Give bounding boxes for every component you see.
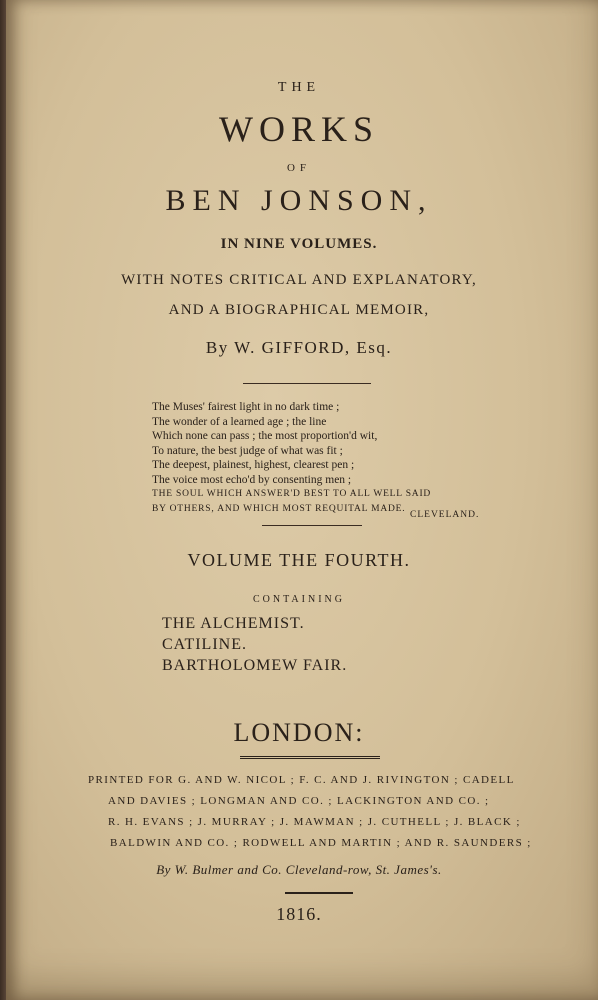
epigraph-line: BY OTHERS, AND WHICH MOST REQUITAL MADE. bbox=[152, 503, 406, 514]
containing-label: CONTAINING bbox=[253, 594, 345, 605]
play-title: THE ALCHEMIST. bbox=[162, 615, 305, 632]
publication-city: LONDON: bbox=[233, 718, 365, 747]
notes-line: WITH NOTES CRITICAL AND EXPLANATORY, bbox=[121, 272, 477, 288]
volume-label: VOLUME THE FOURTH. bbox=[187, 550, 411, 570]
printers-list bbox=[88, 770, 532, 854]
title-of: OF bbox=[286, 162, 312, 174]
volume-count: IN NINE VOLUMES. bbox=[220, 236, 378, 252]
epigraph-line: The voice most echo'd by consenting men ; bbox=[152, 473, 352, 486]
printers-line: AND DAVIES ; LONGMAN AND CO. ; LACKINGTON AND CO. ; bbox=[108, 795, 490, 807]
memoir-line: AND A BIOGRAPHICAL MEMOIR, bbox=[168, 302, 430, 318]
epigraph-line: THE SOUL WHICH ANSWER'D BEST TO ALL WELL SAID bbox=[152, 489, 432, 499]
editor-line: By W. GIFFORD, Esq. bbox=[205, 338, 393, 357]
imprint-line: By W. Bulmer and Co. Cleveland-row, St. James's. bbox=[156, 862, 442, 877]
title-article: THE bbox=[277, 80, 321, 95]
contents-list bbox=[162, 613, 347, 676]
divider-rule bbox=[243, 383, 371, 384]
epigraph-line: Which none can pass ; the most proportion'd wit, bbox=[152, 430, 378, 442]
play-title: BARTHOLOMEW FAIR. bbox=[162, 657, 348, 674]
author-name: BEN JONSON, bbox=[165, 184, 433, 217]
play-title: CATILINE. bbox=[162, 636, 247, 653]
epigraph-line: The Muses' fairest light in no dark time ; bbox=[152, 401, 340, 413]
epigraph-line: To nature, the best judge of what was fit ; bbox=[152, 444, 343, 457]
divider-rule bbox=[262, 525, 362, 526]
printers-line: PRINTED FOR G. AND W. NICOL ; F. C. AND J. RIVINGTON ; CADELL bbox=[88, 774, 515, 786]
title-works: WORKS bbox=[218, 109, 379, 149]
epigraph-line: The deepest, plainest, highest, clearest pen ; bbox=[152, 459, 355, 471]
epigraph-attribution: CLEVELAND. bbox=[410, 510, 480, 520]
publication-year: 1816. bbox=[276, 904, 322, 924]
double-rule bbox=[240, 756, 380, 761]
printers-line: BALDWIN AND CO. ; RODWELL AND MARTIN ; AND R. SAUNDERS ; bbox=[110, 837, 532, 849]
printers-line: R. H. EVANS ; J. MURRAY ; J. MAWMAN ; J. CUTHELL ; J. BLACK ; bbox=[108, 816, 521, 828]
epigraph-line: The wonder of a learned age ; the line bbox=[152, 415, 327, 428]
divider-rule bbox=[285, 892, 353, 894]
epigraph bbox=[152, 400, 431, 516]
